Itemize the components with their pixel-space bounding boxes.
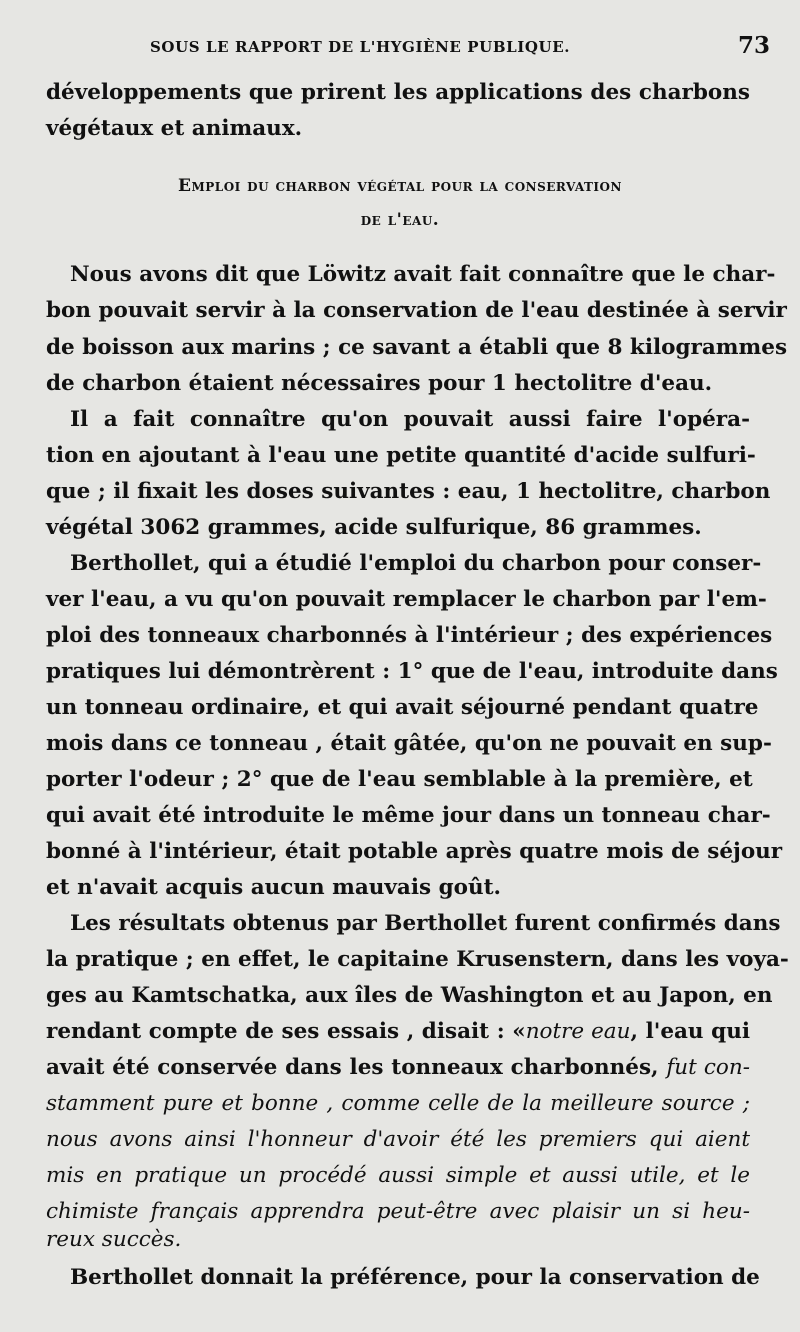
- text-line: et n'avait acquis aucun mauvais goût.: [46, 875, 502, 900]
- text-line: bonné à l'intérieur, était potable après quatre mois de séjour: [46, 839, 783, 864]
- italic-quote-line: nous avons ainsi l'honneur d'avoir été les premiers qui aient: [46, 1127, 750, 1152]
- text-line: Les résultats obtenus par Berthollet furent confirmés dans: [70, 911, 781, 936]
- text-line: tion en ajoutant à l'eau une petite quantité d'acide sulfuri-: [46, 443, 756, 468]
- italic-quote-line: mis en pratique un procédé aussi simple et aussi utile, et le: [46, 1163, 750, 1188]
- italic-phrase: fut con-: [666, 1055, 750, 1080]
- section-heading: Emploi du charbon végétal pour la conservation: [178, 176, 622, 196]
- page-number: 73: [737, 32, 770, 59]
- text-line: porter l'odeur ; 2° que de l'eau semblable à la première, et: [46, 767, 753, 792]
- text-line: Berthollet, qui a étudié l'emploi du charbon pour conser-: [70, 551, 762, 576]
- text-line: Berthollet donnait la préférence, pour la conservation de: [70, 1265, 760, 1290]
- text-line: que ; il fixait les doses suivantes : eau, 1 hectolitre, charbon: [46, 479, 771, 504]
- section-heading-continued: de l'eau.: [360, 210, 440, 230]
- italic-phrase: notre eau: [525, 1019, 631, 1044]
- text-line: mois dans ce tonneau , était gâtée, qu'on ne pouvait en sup-: [46, 731, 772, 756]
- text-line-with-italic: [46, 1053, 750, 1083]
- text-line: la pratique ; en effet, le capitaine Krusenstern, dans les voya-: [46, 947, 789, 972]
- text-line: végétal 3062 grammes, acide sulfurique, 86 grammes.: [46, 515, 702, 540]
- text-line: ploi des tonneaux charbonnés à l'intérieur ; des expériences: [46, 623, 773, 648]
- text-line-with-italic: [46, 1017, 750, 1047]
- running-title: SOUS LE RAPPORT DE L'HYGIÈNE PUBLIQUE.: [150, 38, 571, 56]
- text-line: de boisson aux marins ; ce savant a établi que 8 kilogrammes: [46, 335, 788, 360]
- text-segment: rendant compte de ses essais , disait : «: [46, 1019, 526, 1044]
- text-line: ver l'eau, a vu qu'on pouvait remplacer le charbon par l'em-: [46, 587, 767, 612]
- text-line: pratiques lui démontrèrent : 1° que de l'eau, introduite dans: [46, 659, 778, 684]
- text-segment: avait été conservée dans les tonneaux charbonnés,: [46, 1055, 659, 1080]
- text-line: bon pouvait servir à la conservation de l'eau destinée à servir: [46, 298, 787, 323]
- italic-quote-line: reux succès.: [46, 1227, 182, 1252]
- italic-quote-line: stamment pure et bonne , comme celle de la meilleure source ;: [46, 1091, 750, 1116]
- text-line: végétaux et animaux.: [46, 116, 303, 141]
- text-segment: , l'eau qui: [630, 1019, 750, 1044]
- text-line: qui avait été introduite le même jour dans un tonneau char-: [46, 803, 771, 828]
- text-line: Il a fait connaître qu'on pouvait aussi faire l'opéra-: [70, 407, 750, 432]
- text-line: Nous avons dit que Löwitz avait fait connaître que le char-: [70, 262, 776, 287]
- text-line: développements que prirent les applications des charbons: [46, 80, 750, 105]
- text-line: un tonneau ordinaire, et qui avait séjourné pendant quatre: [46, 695, 759, 720]
- italic-quote-line: chimiste français apprendra peut-être avec plaisir un si heu-: [46, 1199, 750, 1224]
- text-line: ges au Kamtschatka, aux îles de Washington et au Japon, en: [46, 983, 773, 1008]
- text-line: de charbon étaient nécessaires pour 1 hectolitre d'eau.: [46, 371, 713, 396]
